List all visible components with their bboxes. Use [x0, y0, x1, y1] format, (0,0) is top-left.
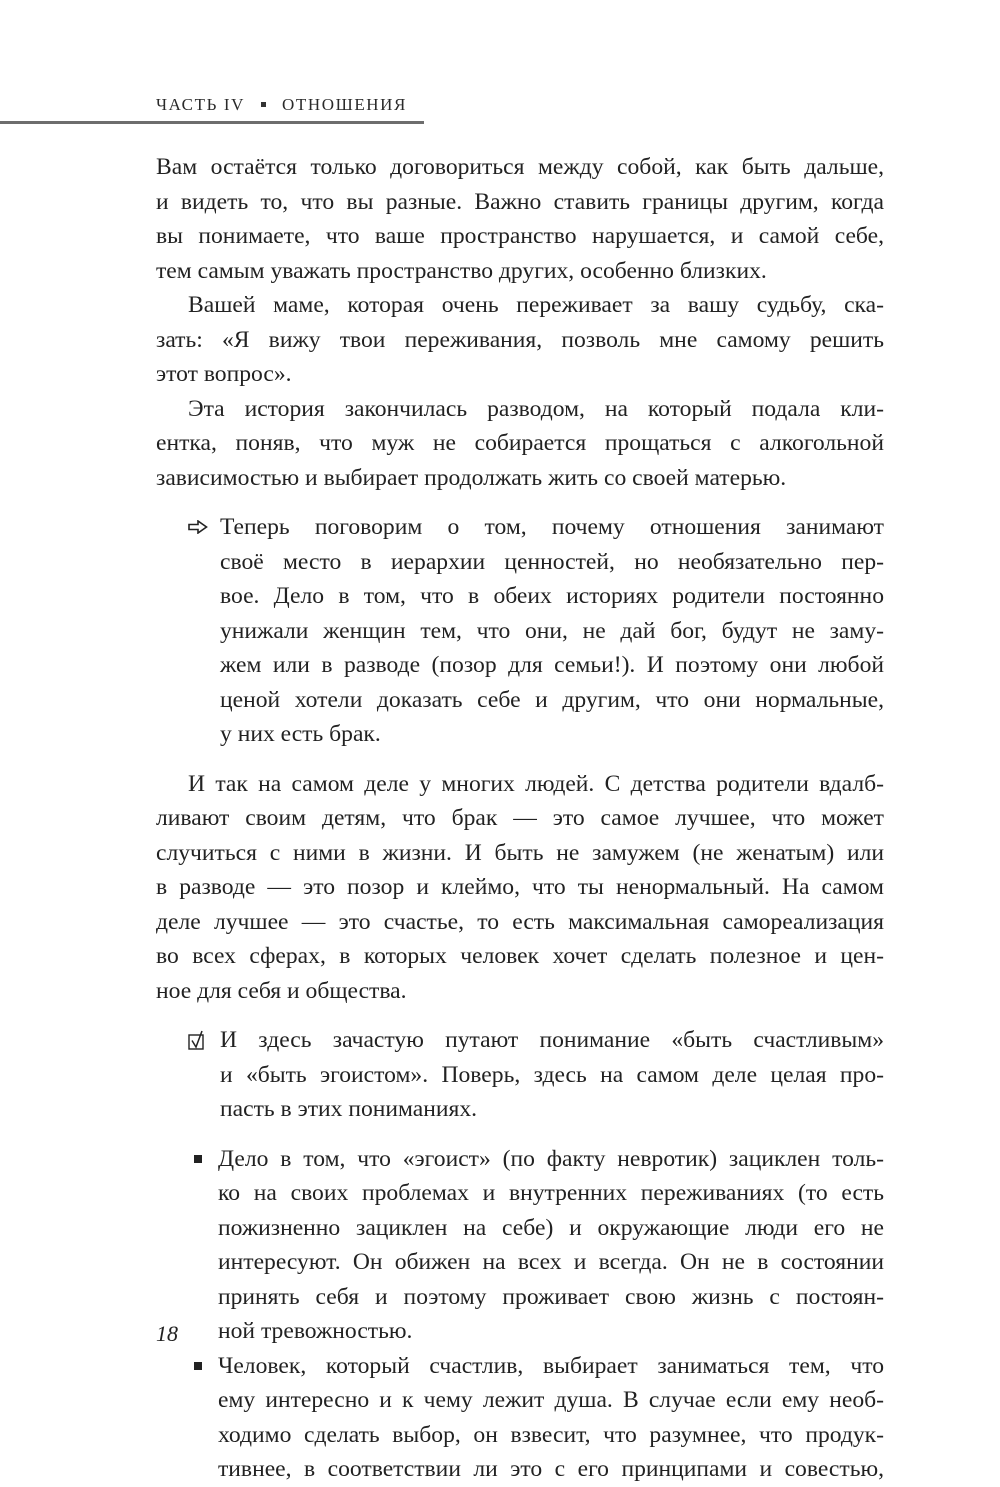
text-line: вое. Дело в том, что в обеих историях родители постоянно [220, 583, 884, 609]
text-line: тивнее, в соответствии ли это с его принципами и совестью, [218, 1456, 884, 1482]
paragraph-1 [156, 150, 884, 288]
paragraph-3 [156, 392, 884, 496]
text-line: деле лучшее — это счастье, то есть максимальная самореализация [156, 908, 884, 935]
checkbox-checked-icon [188, 1023, 212, 1057]
text-line: у них есть брак. [220, 721, 381, 747]
text-line: этот вопрос». [156, 361, 292, 387]
text-line: тем самым уважать пространство других, особенно близких. [156, 257, 767, 284]
running-head-section: ОТНОШЕНИЯ [281, 95, 407, 114]
text-line: своё место в иерархии ценностей, но необязательно пер- [220, 548, 884, 575]
square-bullet-icon [194, 1142, 218, 1176]
text-line: Человек, который счастлив, выбирает заниматься тем, что [218, 1352, 884, 1379]
text-line: случиться с ними в жизни. И быть не замужем (не женатым) или [156, 839, 884, 866]
text-line: в разводе — это позор и клеймо, что ты ненормальный. На самом [156, 874, 884, 900]
text-line: пожизненно зациклен на себе) и окружающие люди его не [218, 1214, 884, 1241]
bullet-list-item [156, 1142, 884, 1349]
page-number: 18 [156, 1321, 178, 1346]
text-line: Вам остаётся только договориться между собой, как быть дальше, [156, 154, 884, 180]
text-line: ливают своим детям, что брак — это самое лучшее, что может [156, 805, 884, 831]
spacer [156, 1127, 884, 1142]
text-line: Вашей маме, которая очень переживает за вашу судьбу, ска- [188, 292, 884, 318]
text-line: принять себя и поэтому проживает свою жизнь с постоян- [218, 1283, 884, 1310]
text-line: ему интересно и к чему лежит душа. В случае если ему необ- [218, 1387, 884, 1413]
text-line: жем или в разводе (позор для семьи!). И поэтому они любой [220, 652, 884, 678]
spacer [156, 1008, 884, 1023]
checkbox-list-item [156, 1023, 884, 1127]
text-line: зать: «Я вижу твои переживания, позволь мне самому решить [156, 326, 884, 353]
text-line: зависимостью и выбирает продолжать жить со своей матерью. [156, 464, 787, 491]
text-line: во всех сферах, в которых человек хочет сделать полезное и цен- [156, 943, 884, 969]
text-line: ходимо сделать выбор, он взвесит, что разумнее, что продук- [218, 1421, 884, 1448]
text-line: и «быть эгоистом». Поверь, здесь на самом деле целая про- [220, 1061, 884, 1088]
text-line: Теперь поговорим о том, почему отношения занимают [220, 514, 884, 540]
paragraph-4 [156, 767, 884, 1009]
header-rule [0, 121, 424, 124]
paragraph-2 [156, 288, 884, 392]
spacer [156, 752, 884, 767]
text-line: ной тревожностью. [218, 1318, 413, 1344]
separator-square-icon [261, 102, 266, 107]
text-line: Дело в том, что «эгоист» (по факту невротик) зациклен толь- [218, 1145, 884, 1172]
square-bullet-icon [194, 1349, 218, 1383]
running-head-part: ЧАСТЬ IV [156, 95, 245, 114]
text-line: ное для себя и общества. [156, 977, 407, 1004]
spacer [156, 495, 884, 510]
arrow-right-icon [188, 510, 212, 544]
text-line: интересуют. Он обижен на всех и всегда. Он не в состоянии [218, 1249, 884, 1275]
text-line: И здесь зачастую путают понимание «быть счастливым» [220, 1027, 884, 1053]
text-line: И так на самом деле у многих людей. С детства родители вдалб- [188, 770, 884, 797]
text-line: унижали женщин тем, что они, не дай бог, будут не заму- [220, 617, 884, 644]
text-line: Эта история закончилась разводом, на который подала кли- [188, 395, 884, 422]
arrow-list-item [156, 510, 884, 752]
page-body [156, 150, 884, 1487]
bullet-list-item [156, 1349, 884, 1487]
text-line: пасть в этих пониманиях. [220, 1096, 478, 1122]
text-line: ко на своих проблемах и внутренних переживаниях (то есть [218, 1180, 884, 1206]
text-line: вы понимаете, что ваше пространство нарушается, и самой себе, [156, 223, 884, 249]
text-line: ентка, поняв, что муж не собирается прощаться с алкогольной [156, 430, 884, 456]
running-head [156, 95, 407, 115]
text-line: ценой хотели доказать себе и другим, что они нормальные, [220, 686, 884, 713]
text-line: и видеть то, что вы разные. Важно ставить границы другим, когда [156, 188, 884, 215]
